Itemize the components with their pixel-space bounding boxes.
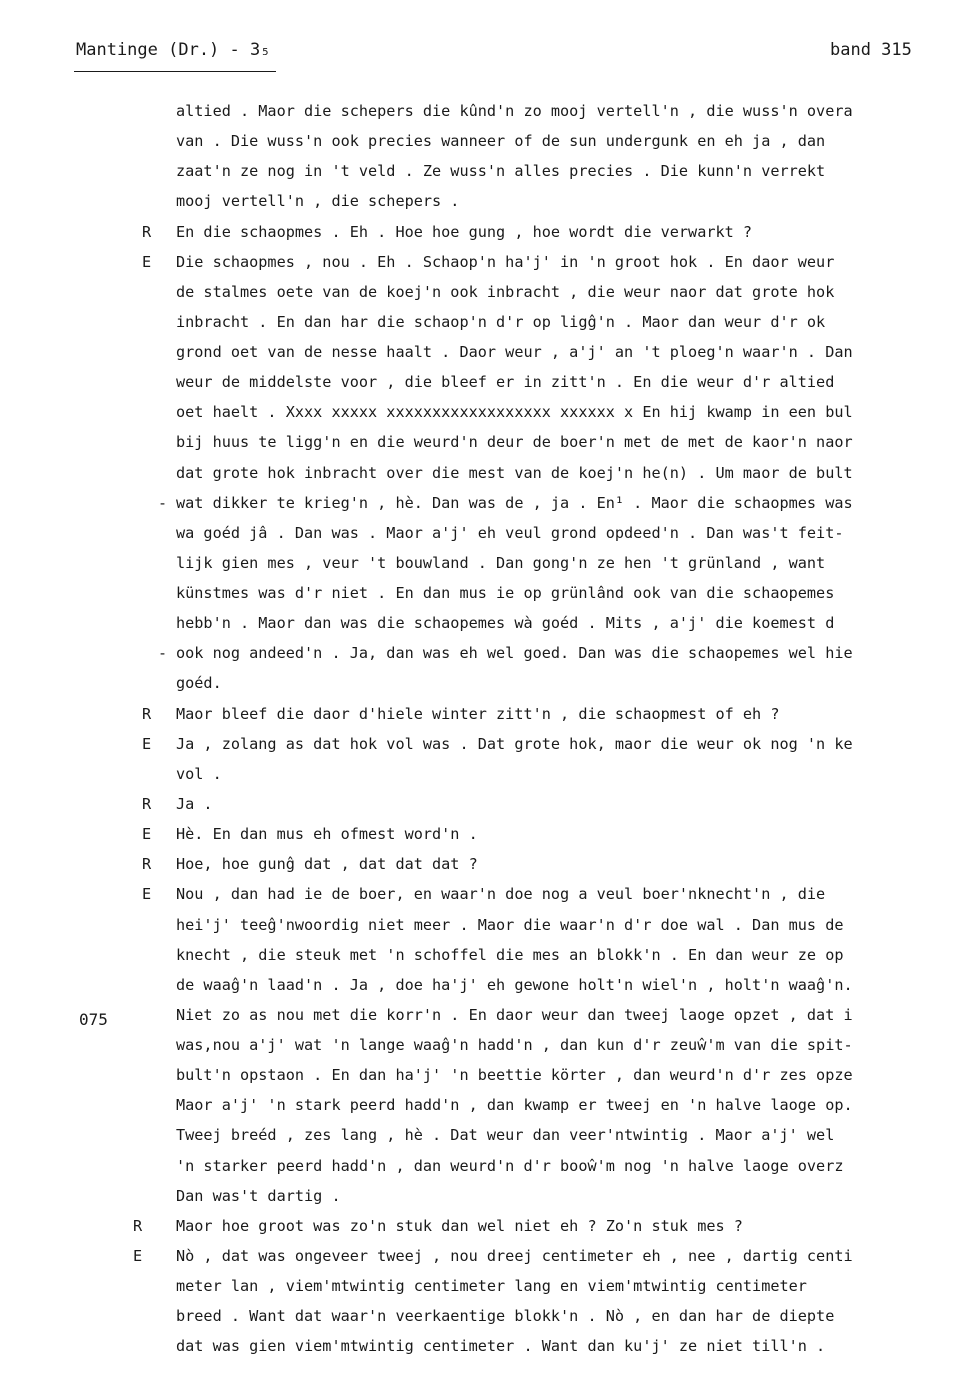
transcript-line: grond oet van de nesse haalt . Daor weur , a'j' an 't ploeg'n waar'n . Dan [176, 343, 853, 361]
transcript-line: wat dikker te krieg'n , hè. Dan was de , ja . En¹ . Maor die schaopmes was [176, 494, 853, 512]
transcript-line: Ja , zolang as dat hok vol was . Dat grote hok, maor die weur ok nog 'n ke [176, 735, 853, 753]
transcript-line: knecht , die steuk met 'n schoffel die mes an blokk'n . En dan weur ze op [176, 946, 844, 964]
tape-counter: 075 [79, 1010, 108, 1029]
transcript-line: ook nog andeed'n . Ja, dan was eh wel goed. Dan was die schaopemes wel hie [176, 644, 853, 662]
transcript-line: bij huus te ligg'n en die weurd'n deur de boer'n met de met de kaor'n naor [176, 433, 853, 451]
transcript-line: dat grote hok inbracht over die mest van de koej'n he(n) . Um maor de bult [176, 464, 853, 482]
transcript-line: Die schaopmes , nou . Eh . Schaop'n ha'j' in 'n groot hok . En daor weur [176, 253, 835, 271]
speaker-label: R [133, 1217, 143, 1235]
transcript-line: Ja . [176, 795, 213, 813]
header-title: Mantinge (Dr.) - 3₅ [76, 40, 271, 60]
transcript-line: Hè. En dan mus eh ofmest word'n . [176, 825, 478, 843]
transcript-line: Tweej breéd , zes lang , hè . Dat weur dan veer'ntwintig . Maor a'j' wel [176, 1126, 835, 1144]
transcript-line: bult'n opstaon . En dan ha'j' 'n beettie körter , dan weurd'n d'r zes opze [176, 1066, 853, 1084]
transcript-line: Dan was't dartig . [176, 1187, 341, 1205]
transcript-line: hebb'n . Maor dan was die schaopemes wà goéd . Mits , a'j' die koemest d [176, 614, 835, 632]
transcript-line: oet haelt . Xxxx xxxxx xxxxxxxxxxxxxxxxxx xxxxxx x En hij kwamp in een bul [176, 403, 853, 421]
speaker-label: E [133, 1247, 143, 1265]
margin-mark: - [158, 644, 168, 662]
transcript-line: de waaĝ'n laad'n . Ja , doe ha'j' eh gewone holt'n wiel'n , holt'n waaĝ'n. [176, 976, 853, 994]
transcript-line: lijk gien mes , veur 't bouwland . Dan gong'n ze hen 't grünland , want [176, 554, 826, 572]
transcript-line: mooj vertell'n , die schepers . [176, 192, 460, 210]
transcript-line: goéd. [176, 674, 222, 692]
transcript-line: weur de middelste voor , die bleef er in zitt'n . En die weur d'r altied [176, 373, 835, 391]
speaker-label: E [142, 825, 152, 843]
transcript-line: Maor bleef die daor d'hiele winter zitt'n , die schaopmest of eh ? [176, 705, 780, 723]
transcript-line: de stalmes oete van de koej'n ook inbracht , die weur naor dat grote hok [176, 283, 835, 301]
transcript-line: was,nou a'j' wat 'n lange waaĝ'n hadd'n , dan kun d'r zeuŵ'm van die spit- [176, 1036, 853, 1054]
transcript-line: zaat'n ze nog in 't veld . Ze wuss'n alles precies . Die kunn'n verrekt [176, 162, 826, 180]
speaker-label: R [142, 223, 152, 241]
transcript-line: wa goéd jâ . Dan was . Maor a'j' eh veul grond opdeed'n . Dan was't feit- [176, 524, 844, 542]
margin-mark: - [158, 494, 168, 512]
transcript-line: Maor hoe groot was zo'n stuk dan wel niet eh ? Zo'n stuk mes ? [176, 1217, 743, 1235]
header-underline [74, 71, 276, 72]
transcript-line: van . Die wuss'n ook precies wanneer of de sun undergunk en eh ja , dan [176, 132, 826, 150]
transcript-line: Niet zo as nou met die korr'n . En daor weur dan tweej laoge opzet , dat i [176, 1006, 853, 1024]
transcript-line: vol . [176, 765, 222, 783]
transcript-line: dat was gien viem'mtwintig centimeter . Want dan ku'j' ze niet till'n . [176, 1337, 826, 1355]
transcript-line: inbracht . En dan har die schaop'n d'r op ligĝ'n . Maor dan weur d'r ok [176, 313, 826, 331]
transcript-line: Nou , dan had ie de boer, en waar'n doe nog a veul boer'nknecht'n , die [176, 885, 826, 903]
speaker-label: E [142, 735, 152, 753]
transcript-line: Hoe, hoe gunĝ dat , dat dat dat ? [176, 855, 478, 873]
speaker-label: E [142, 253, 152, 271]
transcript-line: künstmes was d'r niet . En dan mus ie op grünlând ook van die schaopemes [176, 584, 835, 602]
speaker-label: R [142, 855, 152, 873]
speaker-label: R [142, 795, 152, 813]
transcript-line: hei'j' teeĝ'nwoordig niet meer . Maor die waar'n d'r doe wal . Dan mus de [176, 916, 844, 934]
speaker-label: E [142, 885, 152, 903]
transcript-line: breed . Want dat waar'n veerkaentige blokk'n . Nò , en dan har de diepte [176, 1307, 835, 1325]
transcript-line: En die schaopmes . Eh . Hoe hoe gung , hoe wordt die verwarkt ? [176, 223, 753, 241]
transcript-line: meter lan , viem'mtwintig centimeter lang en viem'mtwintig centimeter [176, 1277, 807, 1295]
transcript-line: altied . Maor die schepers die kûnd'n zo mooj vertell'n , die wuss'n overa [176, 102, 853, 120]
transcript-line: 'n starker peerd hadd'n , dan weurd'n d'r booŵ'm nog 'n halve laoge overz [176, 1157, 844, 1175]
speaker-label: R [142, 705, 152, 723]
transcript-line: Nò , dat was ongeveer tweej , nou dreej centimeter eh , nee , dartig centi [176, 1247, 853, 1265]
header-band-number: band 315 [830, 40, 912, 60]
transcript-line: Maor a'j' 'n stark peerd hadd'n , dan kwamp er tweej en 'n halve laoge op. [176, 1096, 853, 1114]
